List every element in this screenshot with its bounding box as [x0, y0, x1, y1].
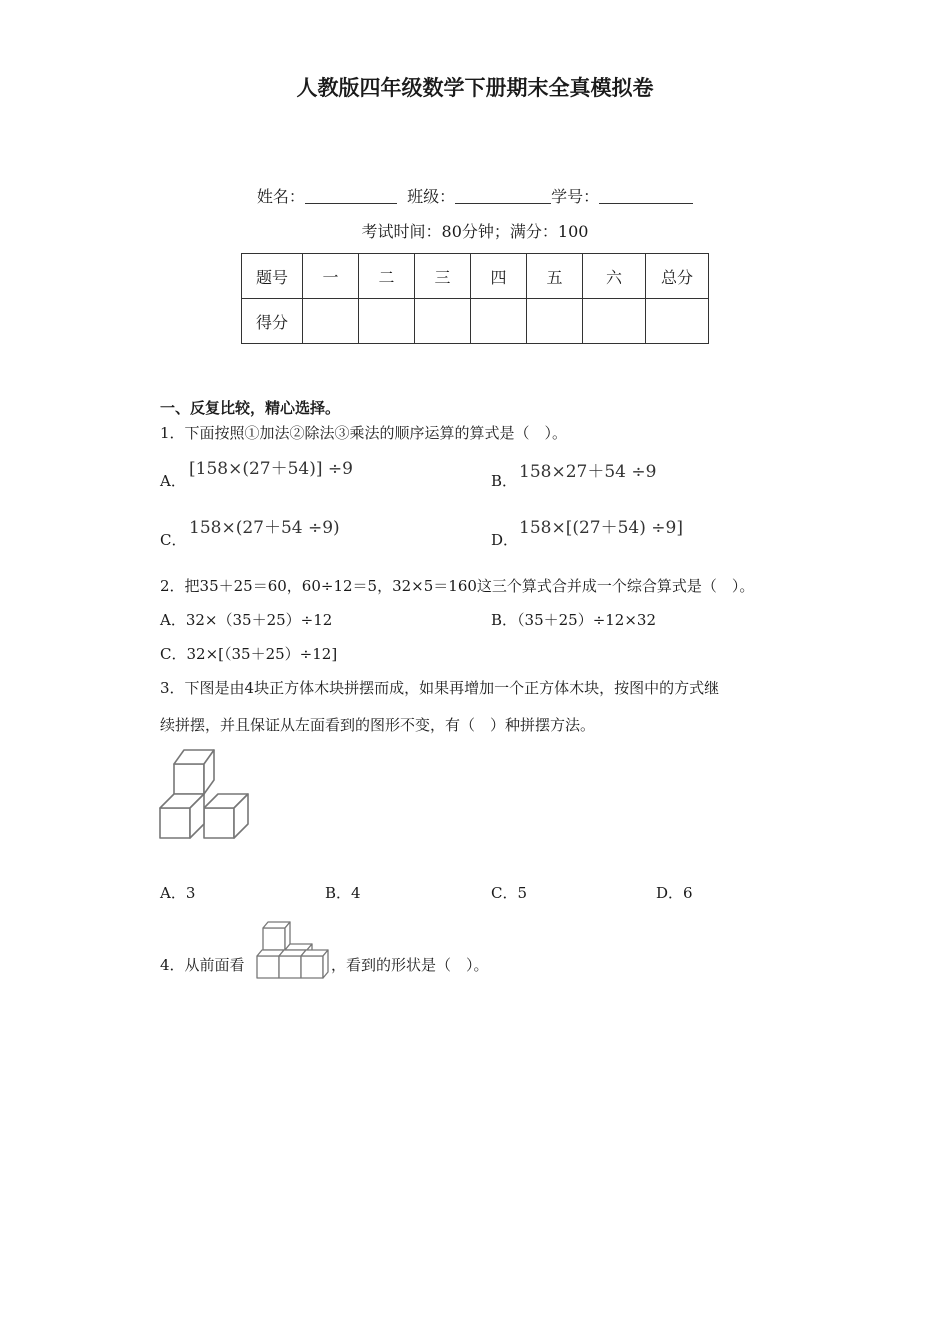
score-table-header-row [242, 254, 709, 299]
score-cell [415, 299, 471, 344]
bottom-right-cube-front [204, 808, 234, 838]
student-info-line [0, 184, 950, 207]
q1-option-a-label: A． [160, 472, 186, 490]
score-cell [303, 299, 359, 344]
q3-stem-line-2: 续拼摆，并且保证从左面看到的图形不变，有（ ）种拼摆方法。 [160, 716, 596, 734]
header-cell: 六 [583, 254, 646, 299]
class-blank [455, 187, 551, 204]
header-cell: 四 [471, 254, 527, 299]
score-cell [471, 299, 527, 344]
q1-option-a-formula: [158×(27＋54)] ÷9 [189, 459, 353, 479]
bottom-left-cube-front [160, 808, 190, 838]
class-label: 班级： [407, 187, 456, 206]
page-title: 人教版四年级数学下册期末全真模拟卷 [296, 75, 654, 100]
q1-option-d-formula: 158×[(27＋54) ÷9] [519, 518, 683, 538]
score-table [241, 253, 709, 344]
q1-option-b-label: B． [491, 472, 518, 490]
q3-option-d: D．6 [656, 884, 693, 902]
name-label: 姓名： [256, 187, 305, 206]
q3-stem-line-1: 3．下图是由4块正方体木块拼摆而成，如果再增加一个正方体木块，按图中的方式继 [160, 679, 720, 697]
section-1-title: 一、反复比较，精心选择。 [160, 399, 341, 417]
q4-cube-figure [255, 918, 331, 982]
q3-option-a: A．3 [160, 884, 196, 902]
q2-option-c: C．32×[（35＋25）÷12] [160, 645, 338, 663]
exam-info: 考试时间：80分钟；满分：100 [361, 222, 589, 241]
score-cell [583, 299, 646, 344]
score-cell [646, 299, 709, 344]
header-cell: 总分 [646, 254, 709, 299]
q1-option-b-formula: 158×27＋54 ÷9 [519, 462, 657, 482]
row-label-cell: 得分 [242, 299, 303, 344]
name-blank [305, 187, 397, 204]
q1-option-c-label: C． [160, 531, 187, 549]
header-cell: 二 [359, 254, 415, 299]
q4-stem-before: 4．从前面看 [160, 956, 245, 974]
id-label: 学号： [551, 187, 600, 206]
q3-cube-figure [156, 744, 254, 844]
header-cell: 三 [415, 254, 471, 299]
top-cube-front [174, 764, 204, 794]
q2-option-b: B．（35＋25）÷12×32 [491, 611, 657, 629]
q2-stem: 2．把35＋25＝60，60÷12＝5，32×5＝160这三个算式合并成一个综合算式是（ ）。 [160, 577, 755, 595]
q4-stem-after: ，看到的形状是（ ）。 [331, 956, 489, 974]
q1-option-c-formula: 158×(27＋54 ÷9) [189, 518, 340, 538]
score-cell [527, 299, 583, 344]
score-table-score-row [242, 299, 709, 344]
header-cell: 一 [303, 254, 359, 299]
score-cell [359, 299, 415, 344]
q1-option-d-label: D． [491, 531, 519, 549]
q3-option-b: B．4 [325, 884, 361, 902]
q3-option-c: C．5 [491, 884, 528, 902]
q1-stem: 1．下面按照①加法②除法③乘法的顺序运算的算式是（ ）。 [160, 424, 568, 442]
header-cell: 五 [527, 254, 583, 299]
id-blank [599, 187, 693, 204]
q2-option-a: A．32×（35＋25）÷12 [160, 611, 333, 629]
header-cell: 题号 [242, 254, 303, 299]
